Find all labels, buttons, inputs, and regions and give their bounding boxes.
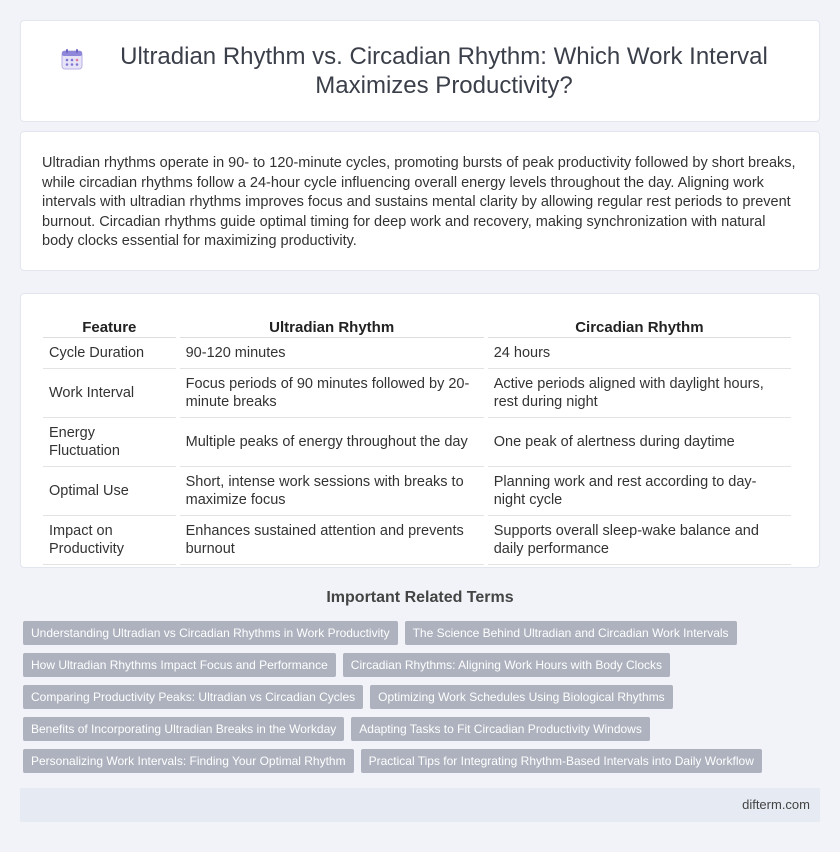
- footer-site-link[interactable]: difterm.com: [742, 797, 810, 812]
- related-term-tag[interactable]: Practical Tips for Integrating Rhythm-Based Intervals into Daily Workflow: [361, 749, 762, 773]
- table-cell: Active periods aligned with daylight hours, rest during night: [488, 369, 791, 418]
- title-wrap: [21, 42, 819, 100]
- related-terms-heading: Important Related Terms: [326, 589, 514, 606]
- table-cell: Supports overall sleep-wake balance and daily performance: [488, 516, 791, 565]
- table-row: [43, 369, 791, 418]
- table-cell: 24 hours: [488, 338, 791, 369]
- related-term-tag[interactable]: Circadian Rhythms: Aligning Work Hours with Body Clocks: [343, 653, 670, 677]
- page-title: Ultradian Rhythm vs. Circadian Rhythm: Which Work Interval Maximizes Productivity?: [120, 43, 768, 99]
- related-term-tag[interactable]: Benefits of Incorporating Ultradian Breaks in the Workday: [23, 717, 344, 741]
- header-circadian: Circadian Rhythm: [488, 316, 791, 338]
- calendar-icon: [61, 48, 83, 70]
- table-row: [43, 467, 791, 516]
- table-cell: 90-120 minutes: [180, 338, 484, 369]
- table-cell: Impact on Productivity: [43, 516, 176, 565]
- table-cell: Short, intense work sessions with breaks to maximize focus: [180, 467, 484, 516]
- related-term-tag[interactable]: The Science Behind Ultradian and Circadian Work Intervals: [405, 621, 737, 645]
- tag-row: [23, 749, 823, 773]
- tag-row: [23, 717, 823, 741]
- tag-row: [23, 685, 823, 709]
- table-row: [43, 516, 791, 565]
- intro-card: [20, 131, 820, 271]
- table-cell: Focus periods of 90 minutes followed by 20-minute breaks: [180, 369, 484, 418]
- table-cell: Cycle Duration: [43, 338, 176, 369]
- table-cell: Work Interval: [43, 369, 176, 418]
- related-terms-list: [23, 621, 823, 781]
- table-cell: Enhances sustained attention and prevents burnout: [180, 516, 484, 565]
- table-cell: Multiple peaks of energy throughout the day: [180, 418, 484, 467]
- header-feature: Feature: [43, 316, 176, 338]
- comparison-table: [39, 316, 795, 565]
- related-term-tag[interactable]: Optimizing Work Schedules Using Biological Rhythms: [370, 685, 673, 709]
- tag-row: [23, 621, 823, 645]
- related-term-tag[interactable]: Adapting Tasks to Fit Circadian Productivity Windows: [351, 717, 650, 741]
- header-ultradian: Ultradian Rhythm: [180, 316, 484, 338]
- comparison-card: [20, 293, 820, 568]
- related-term-tag[interactable]: Understanding Ultradian vs Circadian Rhythms in Work Productivity: [23, 621, 398, 645]
- intro-paragraph: Ultradian rhythms operate in 90- to 120-minute cycles, promoting bursts of peak productivity followed by short breaks, while circadian rhythms follow a 24-hour cycle influencing overall energy levels throughout the day. Aligning work intervals with ultradian rhythms improves focus and sustains mental clarity by allowing regular rest periods to prevent burnout. Circadian rhythms guide optimal timing for deep work and recovery, making synchronization with natural body clocks essential for maximizing productivity.: [42, 155, 796, 249]
- related-term-tag[interactable]: Comparing Productivity Peaks: Ultradian vs Circadian Cycles: [23, 685, 363, 709]
- related-term-tag[interactable]: Personalizing Work Intervals: Finding Your Optimal Rhythm: [23, 749, 354, 773]
- table-cell: Energy Fluctuation: [43, 418, 176, 467]
- table-cell: One peak of alertness during daytime: [488, 418, 791, 467]
- table-cell: Planning work and rest according to day-night cycle: [488, 467, 791, 516]
- table-header-row: [43, 316, 791, 338]
- table-row: [43, 338, 791, 369]
- tag-row: [23, 653, 823, 677]
- title-card: [20, 20, 820, 122]
- related-term-tag[interactable]: How Ultradian Rhythms Impact Focus and Performance: [23, 653, 336, 677]
- table-cell: Optimal Use: [43, 467, 176, 516]
- footer: [20, 788, 820, 822]
- table-row: [43, 418, 791, 467]
